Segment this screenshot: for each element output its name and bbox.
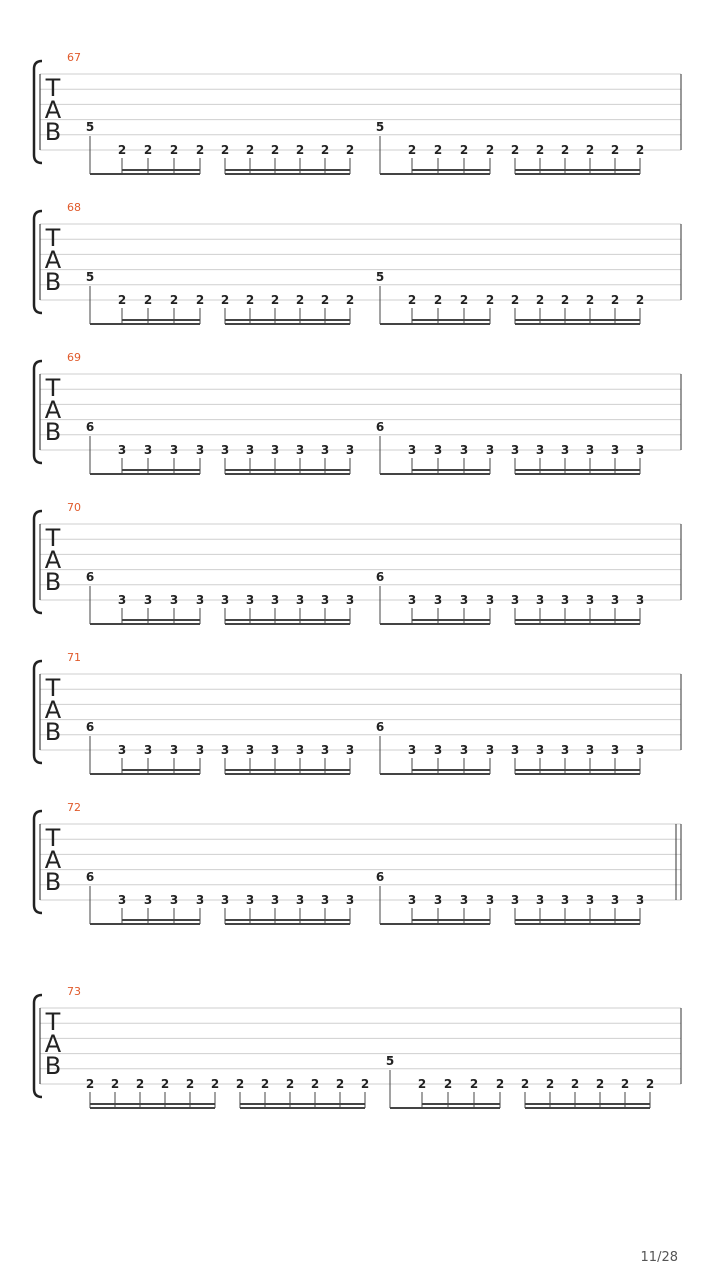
fret-number: 3 (169, 893, 179, 907)
fret-number: 2 (143, 293, 153, 307)
fret-number: 2 (545, 1077, 555, 1091)
fret-number: 3 (169, 593, 179, 607)
fret-number: 3 (585, 893, 595, 907)
fret-number: 3 (610, 593, 620, 607)
system-bracket (34, 511, 42, 613)
system-bracket (34, 811, 42, 913)
fret-number: 2 (320, 293, 330, 307)
fret-number: 3 (560, 743, 570, 757)
fret-number: 2 (520, 1077, 530, 1091)
fret-number: 3 (459, 743, 469, 757)
fret-number: 3 (320, 593, 330, 607)
fret-number: 3 (585, 743, 595, 757)
tab-clef-letter: T (45, 674, 61, 702)
fret-number: 3 (610, 443, 620, 457)
fret-number: 3 (510, 743, 520, 757)
tab-clef-letter: A (44, 1030, 62, 1058)
fret-number: 3 (117, 443, 127, 457)
fret-number: 2 (185, 1077, 195, 1091)
fret-number: 2 (285, 1077, 295, 1091)
fret-number: 3 (433, 593, 443, 607)
fret-number: 2 (417, 1077, 427, 1091)
fret-number: 3 (535, 443, 545, 457)
fret-number: 3 (295, 893, 305, 907)
system-bracket (34, 361, 42, 463)
tab-clef-letter: A (44, 696, 62, 724)
fret-number: 3 (270, 893, 280, 907)
fret-number: 3 (320, 443, 330, 457)
fret-number: 3 (635, 443, 645, 457)
tab-clef-letter: A (44, 396, 62, 424)
measure-number: 73 (67, 985, 81, 998)
fret-number: 2 (620, 1077, 630, 1091)
fret-number: 3 (195, 443, 205, 457)
fret-number: 5 (85, 270, 95, 284)
fret-number: 3 (117, 893, 127, 907)
fret-number: 3 (433, 743, 443, 757)
fret-number: 3 (345, 593, 355, 607)
fret-number: 2 (635, 293, 645, 307)
fret-number: 2 (117, 143, 127, 157)
fret-number: 3 (585, 443, 595, 457)
fret-number: 3 (245, 593, 255, 607)
tab-clef-letter: B (44, 268, 62, 296)
fret-number: 2 (610, 293, 620, 307)
fret-number: 3 (143, 443, 153, 457)
fret-number: 3 (485, 443, 495, 457)
fret-number: 3 (195, 893, 205, 907)
tab-clef-letter: T (45, 524, 61, 552)
fret-number: 3 (485, 743, 495, 757)
fret-number: 3 (433, 893, 443, 907)
fret-number: 2 (459, 293, 469, 307)
tab-clef-letter: T (45, 1008, 61, 1036)
fret-number: 2 (117, 293, 127, 307)
fret-number: 2 (320, 143, 330, 157)
fret-number: 3 (270, 593, 280, 607)
measure-number: 69 (67, 351, 81, 364)
fret-number: 3 (143, 893, 153, 907)
fret-number: 2 (535, 143, 545, 157)
fret-number: 3 (535, 893, 545, 907)
fret-number: 2 (635, 143, 645, 157)
fret-number: 2 (220, 293, 230, 307)
fret-number: 2 (245, 143, 255, 157)
fret-number: 2 (407, 293, 417, 307)
fret-number: 2 (360, 1077, 370, 1091)
fret-number: 3 (635, 893, 645, 907)
fret-number: 6 (85, 570, 95, 584)
fret-number: 2 (560, 143, 570, 157)
fret-number: 2 (345, 293, 355, 307)
system-bracket (34, 995, 42, 1097)
fret-number: 3 (560, 443, 570, 457)
fret-number: 5 (85, 120, 95, 134)
fret-number: 3 (610, 743, 620, 757)
fret-number: 2 (160, 1077, 170, 1091)
tab-clef-letter: A (44, 546, 62, 574)
fret-number: 6 (85, 720, 95, 734)
fret-number: 3 (169, 443, 179, 457)
fret-number: 3 (320, 743, 330, 757)
system-bracket (34, 661, 42, 763)
fret-number: 3 (220, 743, 230, 757)
fret-number: 6 (375, 870, 385, 884)
fret-number: 2 (485, 293, 495, 307)
measure-number: 67 (67, 51, 81, 64)
fret-number: 3 (485, 893, 495, 907)
fret-number: 2 (443, 1077, 453, 1091)
fret-number: 3 (510, 443, 520, 457)
fret-number: 3 (407, 443, 417, 457)
fret-number: 2 (595, 1077, 605, 1091)
fret-number: 3 (270, 443, 280, 457)
tab-clef-letter: B (44, 868, 62, 896)
fret-number: 3 (407, 743, 417, 757)
fret-number: 2 (585, 143, 595, 157)
page-number: 11/28 (640, 1250, 678, 1265)
fret-number: 2 (433, 143, 443, 157)
fret-number: 3 (560, 593, 570, 607)
measure-number: 68 (67, 201, 81, 214)
fret-number: 2 (270, 293, 280, 307)
fret-number: 2 (407, 143, 417, 157)
tab-clef-letter: T (45, 74, 61, 102)
measure-number: 71 (67, 651, 81, 664)
fret-number: 2 (485, 143, 495, 157)
fret-number: 3 (245, 893, 255, 907)
fret-number: 2 (270, 143, 280, 157)
fret-number: 2 (169, 143, 179, 157)
fret-number: 2 (195, 143, 205, 157)
fret-number: 2 (235, 1077, 245, 1091)
fret-number: 3 (459, 593, 469, 607)
tab-clef-letter: B (44, 418, 62, 446)
fret-number: 2 (645, 1077, 655, 1091)
fret-number: 6 (85, 870, 95, 884)
fret-number: 2 (169, 293, 179, 307)
fret-number: 2 (433, 293, 443, 307)
fret-number: 3 (585, 593, 595, 607)
fret-number: 3 (535, 743, 545, 757)
fret-number: 3 (635, 593, 645, 607)
fret-number: 2 (570, 1077, 580, 1091)
fret-number: 3 (459, 443, 469, 457)
fret-number: 3 (560, 893, 570, 907)
fret-number: 3 (245, 743, 255, 757)
fret-number: 3 (635, 743, 645, 757)
fret-number: 2 (335, 1077, 345, 1091)
tab-clef-letter: A (44, 846, 62, 874)
system-bracket (34, 61, 42, 163)
fret-number: 3 (459, 893, 469, 907)
fret-number: 3 (117, 743, 127, 757)
measure-number: 72 (67, 801, 81, 814)
tab-clef-letter: T (45, 224, 61, 252)
fret-number: 2 (135, 1077, 145, 1091)
fret-number: 3 (345, 893, 355, 907)
fret-number: 2 (510, 143, 520, 157)
fret-number: 2 (345, 143, 355, 157)
fret-number: 2 (143, 143, 153, 157)
fret-number: 2 (295, 143, 305, 157)
fret-number: 3 (485, 593, 495, 607)
fret-number: 3 (345, 743, 355, 757)
fret-number: 5 (375, 270, 385, 284)
fret-number: 3 (143, 743, 153, 757)
fret-number: 2 (459, 143, 469, 157)
fret-number: 6 (375, 570, 385, 584)
fret-number: 3 (407, 593, 417, 607)
fret-number: 3 (220, 443, 230, 457)
fret-number: 3 (220, 893, 230, 907)
fret-number: 2 (110, 1077, 120, 1091)
fret-number: 3 (510, 893, 520, 907)
fret-number: 2 (560, 293, 570, 307)
fret-number: 3 (270, 743, 280, 757)
fret-number: 3 (143, 593, 153, 607)
tab-clef-letter: B (44, 568, 62, 596)
fret-number: 2 (220, 143, 230, 157)
fret-number: 3 (610, 893, 620, 907)
fret-number: 2 (469, 1077, 479, 1091)
fret-number: 3 (320, 893, 330, 907)
fret-number: 3 (169, 743, 179, 757)
measure-number: 70 (67, 501, 81, 514)
system-bracket (34, 211, 42, 313)
fret-number: 2 (85, 1077, 95, 1091)
fret-number: 2 (295, 293, 305, 307)
fret-number: 3 (295, 743, 305, 757)
fret-number: 2 (260, 1077, 270, 1091)
tab-clef-letter: B (44, 118, 62, 146)
fret-number: 2 (610, 143, 620, 157)
fret-number: 3 (407, 893, 417, 907)
fret-number: 3 (295, 593, 305, 607)
fret-number: 6 (375, 720, 385, 734)
tab-clef-letter: B (44, 718, 62, 746)
tab-clef-letter: T (45, 374, 61, 402)
fret-number: 3 (117, 593, 127, 607)
tab-clef-letter: T (45, 824, 61, 852)
fret-number: 2 (245, 293, 255, 307)
fret-number: 3 (345, 443, 355, 457)
fret-number: 2 (495, 1077, 505, 1091)
fret-number: 5 (375, 120, 385, 134)
fret-number: 3 (535, 593, 545, 607)
fret-number: 2 (535, 293, 545, 307)
fret-number: 3 (295, 443, 305, 457)
fret-number: 2 (310, 1077, 320, 1091)
fret-number: 3 (195, 743, 205, 757)
fret-number: 2 (510, 293, 520, 307)
fret-number: 3 (245, 443, 255, 457)
fret-number: 6 (375, 420, 385, 434)
fret-number: 2 (195, 293, 205, 307)
tab-clef-letter: A (44, 96, 62, 124)
fret-number: 6 (85, 420, 95, 434)
fret-number: 2 (585, 293, 595, 307)
fret-number: 3 (195, 593, 205, 607)
fret-number: 3 (510, 593, 520, 607)
fret-number: 3 (433, 443, 443, 457)
fret-number: 3 (220, 593, 230, 607)
fret-number: 5 (385, 1054, 395, 1068)
tab-clef-letter: A (44, 246, 62, 274)
fret-number: 2 (210, 1077, 220, 1091)
tab-clef-letter: B (44, 1052, 62, 1080)
